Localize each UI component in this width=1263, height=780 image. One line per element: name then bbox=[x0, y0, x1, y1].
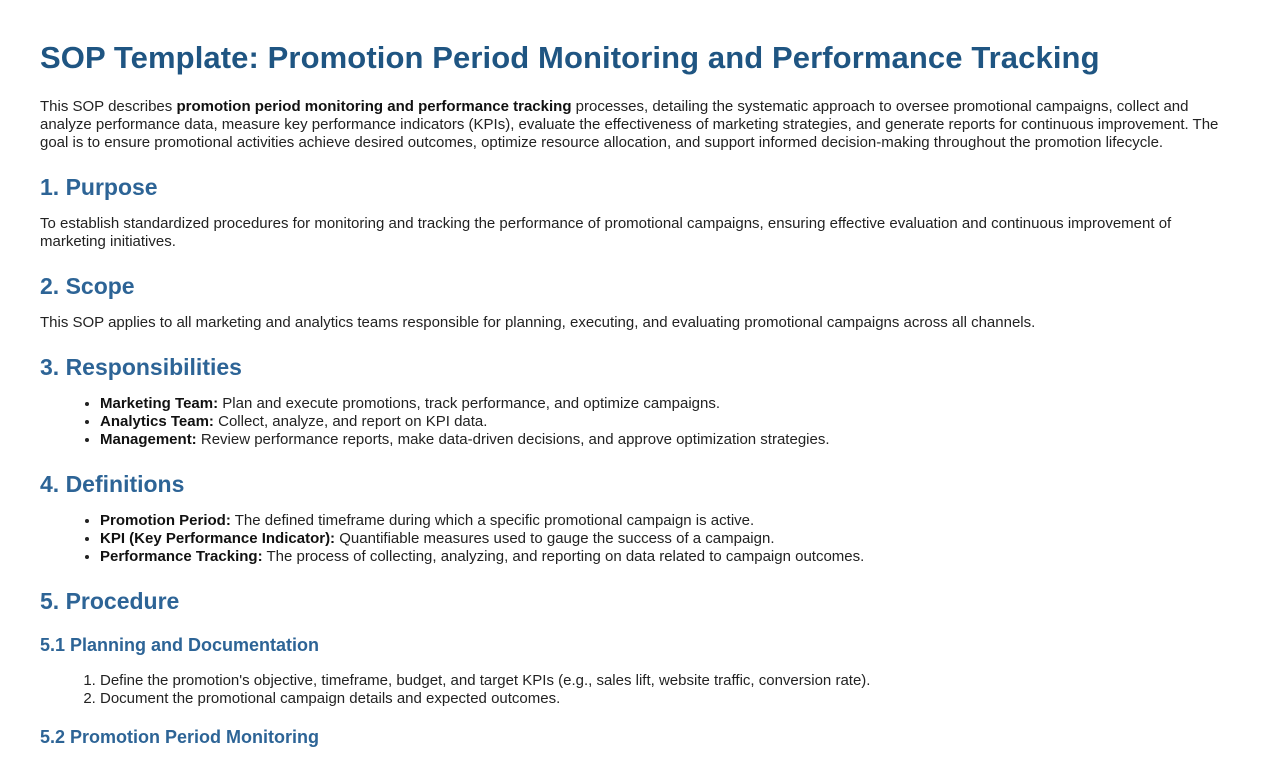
definitions-list bbox=[40, 512, 1223, 566]
purpose-heading: 1. Purpose bbox=[40, 174, 158, 200]
list-item bbox=[100, 548, 1223, 566]
list-item-desc: The defined timeframe during which a specific promotional campaign is active. bbox=[230, 512, 755, 529]
list-item: 2. Document the promotional campaign details and expected outcomes. bbox=[100, 690, 1223, 708]
intro-bold: promotion period monitoring and performance tracking bbox=[176, 98, 572, 115]
purpose-text: To establish standardized procedures for monitoring and tracking the performance of promotional campaigns, ensuring effective evaluation and continuous improvement of marketing initiatives. bbox=[40, 215, 1172, 250]
definitions-heading: 4. Definitions bbox=[40, 471, 185, 497]
intro-paragraph bbox=[40, 98, 1223, 152]
list-item-term: KPI (Key Performance Indicator): bbox=[100, 530, 336, 547]
list-item-term: Marketing Team: bbox=[100, 395, 219, 412]
procedure-heading: 5. Procedure bbox=[40, 588, 180, 614]
list-item-term: Management: bbox=[100, 431, 197, 448]
intro-suffix: processes, detailing the systematic approach to oversee promotional campaigns, collect and analyze performance data, measure key performance indicators (KPIs), evaluate the effectiveness of marketing strategies, and generate reports for continuous improvement. The goal is to ensure promotional activities achieve desired outcomes, optimize resource allocation, and support informed decision-making throughout the promotion lifecycle. bbox=[40, 98, 1219, 151]
procedure-subheading-5-1: 5.1 Planning and Documentation bbox=[40, 635, 320, 655]
list-item bbox=[100, 395, 1223, 413]
list-item-desc: Quantifiable measures used to gauge the success of a campaign. bbox=[335, 530, 775, 547]
list-item-desc: Plan and execute promotions, track performance, and optimize campaigns. bbox=[218, 395, 721, 412]
list-item-desc: Collect, analyze, and report on KPI data. bbox=[213, 413, 488, 430]
procedure-steps-5-1 bbox=[40, 672, 1223, 708]
responsibilities-heading: 3. Responsibilities bbox=[40, 354, 242, 380]
responsibilities-list bbox=[40, 395, 1223, 449]
list-item-desc: The process of collecting, analyzing, and reporting on data related to campaign outcomes. bbox=[262, 548, 865, 565]
scope-text: This SOP applies to all marketing and analytics teams responsible for planning, executing, and evaluating promotional campaigns across all channels. bbox=[40, 314, 1036, 331]
list-item bbox=[100, 512, 1223, 530]
page-title: SOP Template: Promotion Period Monitoring and Performance Tracking bbox=[40, 40, 1100, 75]
list-item bbox=[100, 530, 1223, 548]
list-item-term: Analytics Team: bbox=[100, 413, 214, 430]
list-item bbox=[100, 431, 1223, 449]
procedure-subheading-5-2: 5.2 Promotion Period Monitoring bbox=[40, 727, 319, 747]
list-item bbox=[100, 413, 1223, 431]
list-item: 1. Define the promotion's objective, timeframe, budget, and target KPIs (e.g., sales lift, website traffic, conversion rate). bbox=[100, 672, 1223, 690]
list-item-desc: Review performance reports, make data-driven decisions, and approve optimization strategies. bbox=[196, 431, 830, 448]
intro-prefix: This SOP describes bbox=[40, 98, 177, 115]
list-item-term: Promotion Period: bbox=[100, 512, 231, 529]
list-item-term: Performance Tracking: bbox=[100, 548, 263, 565]
scope-heading: 2. Scope bbox=[40, 273, 135, 299]
